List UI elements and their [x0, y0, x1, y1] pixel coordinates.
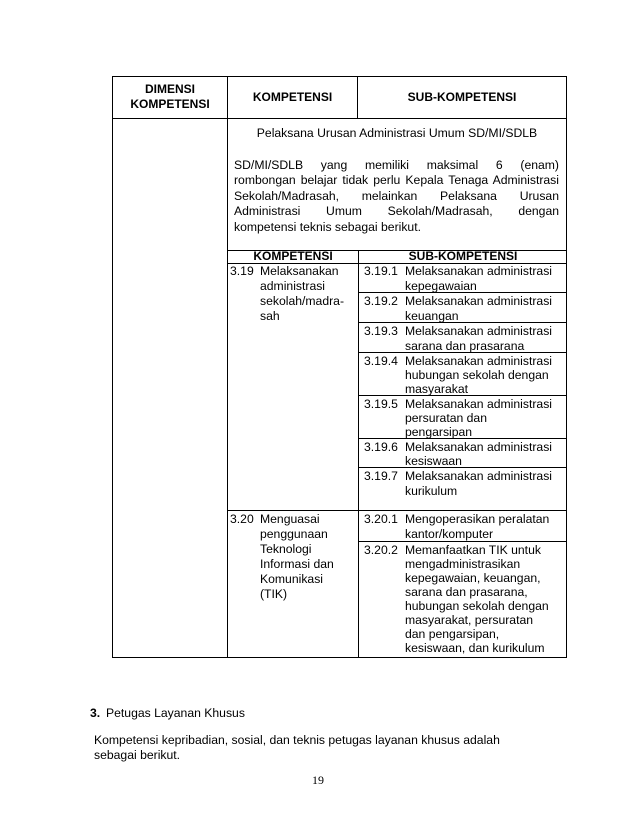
sub-text-line: kepegawaian, keuangan,	[405, 571, 541, 585]
inner-header-kompetensi: KOMPETENSI	[253, 249, 333, 263]
sub-text-line: masyarakat, persuratan	[405, 613, 534, 627]
competency-text-line: Menguasai	[260, 512, 320, 526]
sub-text-line: persuratan dan	[405, 411, 487, 425]
section-title: Petugas Layanan Khusus	[106, 706, 245, 720]
sub-text-line: Memanfaatkan TIK untuk	[405, 543, 541, 557]
header-dimensi-line1: DIMENSI	[144, 82, 195, 96]
sub-number: 3.20.2	[364, 543, 398, 557]
note-line: kompetensi teknis sebagai berikut.	[234, 219, 421, 234]
sub-text-line: mengadministrasikan	[405, 557, 521, 571]
section-body-line: sebagai berikut.	[94, 748, 181, 762]
note-line: Administrasi Umum Sekolah/Madrasah, dengan	[234, 204, 559, 219]
table-border-left	[112, 76, 113, 658]
note-line: Sekolah/Madrasah, melainkan Pelaksana Urusan	[234, 188, 559, 203]
sub-text-line: Melaksanakan administrasi	[405, 469, 552, 483]
sub-text-line: Melaksanakan administrasi	[405, 264, 552, 278]
header-dimensi-line2: KOMPETENSI	[130, 97, 210, 111]
sub-number: 3.19.7	[364, 469, 398, 483]
header-kompetensi: KOMPETENSI	[252, 90, 333, 104]
section-body-line: Kompetensi kepribadian, sosial, dan teknis petugas layanan khusus adalah	[94, 733, 500, 747]
sub-text-line: Melaksanakan administrasi	[405, 397, 552, 411]
sub-text-line: dan pengarsipan,	[405, 627, 500, 641]
competency-text-line: penggunaan	[260, 527, 328, 541]
sub-text-line: kesiswaan	[405, 454, 462, 468]
page-number: 19	[312, 773, 324, 787]
sub-text-line: Mengoperasikan peralatan	[405, 512, 550, 526]
note-paragraph	[234, 158, 559, 235]
sub-number: 3.20.1	[364, 512, 398, 526]
sub-text-line: Melaksanakan administrasi	[405, 294, 552, 308]
section-number-text: 3.	[90, 706, 101, 720]
sub-divider	[358, 467, 567, 468]
sub-number: 3.19.2	[364, 294, 398, 308]
sub-text-line: sarana dan prasarana,	[405, 585, 528, 599]
note-title: Pelaksana Urusan Administrasi Umum SD/MI/SDLB	[256, 126, 538, 140]
competency-text-line: (TIK)	[260, 587, 288, 601]
sub-text-line: kesiswaan, dan kurikulum	[405, 641, 545, 655]
inner-header-sub-kompetensi: SUB-KOMPETENSI	[408, 249, 518, 263]
competency-text-line: sekolah/madra-	[260, 294, 344, 308]
inner-row-divider	[228, 510, 567, 511]
sub-number: 3.19.6	[364, 440, 398, 454]
competency-text-line: administrasi	[260, 279, 326, 293]
sub-text-line: kurikulum	[405, 484, 458, 498]
sub-text-line: kantor/komputer	[405, 527, 494, 541]
table-border-bottom	[112, 657, 567, 658]
sub-divider	[358, 322, 567, 323]
section-number	[90, 706, 100, 721]
sub-text-line: Melaksanakan administrasi	[405, 354, 552, 368]
competency-text-line: Informasi dan	[260, 557, 334, 571]
table-divider-col1	[227, 76, 228, 658]
sub-text-line: masyarakat	[405, 382, 468, 396]
sub-text-line: hubungan sekolah dengan	[405, 368, 549, 382]
sub-number: 3.19.3	[364, 324, 398, 338]
sub-number: 3.19.1	[364, 264, 398, 278]
sub-text-line: pengarsipan	[405, 425, 473, 439]
competency-text-line: Komunikasi	[260, 572, 323, 586]
sub-text-line: Melaksanakan administrasi	[405, 324, 552, 338]
note-line: rombongan belajar tidak perlu Kepala Tenaga Administrasi	[234, 173, 559, 188]
table-border-top	[112, 76, 567, 77]
competency-number: 3.19	[230, 264, 254, 278]
competency-number: 3.20	[230, 512, 254, 526]
header-sub-kompetensi: SUB-KOMPETENSI	[407, 90, 517, 104]
sub-text-line: hubungan sekolah dengan	[405, 599, 549, 613]
sub-number: 3.19.5	[364, 397, 398, 411]
sub-text-line: keuangan	[405, 309, 459, 323]
sub-number: 3.19.4	[364, 354, 398, 368]
competency-text-line: sah	[260, 309, 280, 323]
table-border-right	[566, 76, 567, 658]
note-line: SD/MI/SDLB yang memiliki maksimal 6 (enam)	[234, 158, 559, 172]
sub-text-line: sarana dan prasarana	[405, 339, 525, 353]
competency-text-line: Teknologi	[260, 542, 312, 556]
inner-col-divider	[358, 250, 359, 658]
sub-text-line: Melaksanakan administrasi	[405, 440, 552, 454]
competency-text-line: Melaksanakan	[260, 264, 339, 278]
sub-text-line: kepegawaian	[405, 279, 477, 293]
table-header-divider	[112, 118, 567, 119]
